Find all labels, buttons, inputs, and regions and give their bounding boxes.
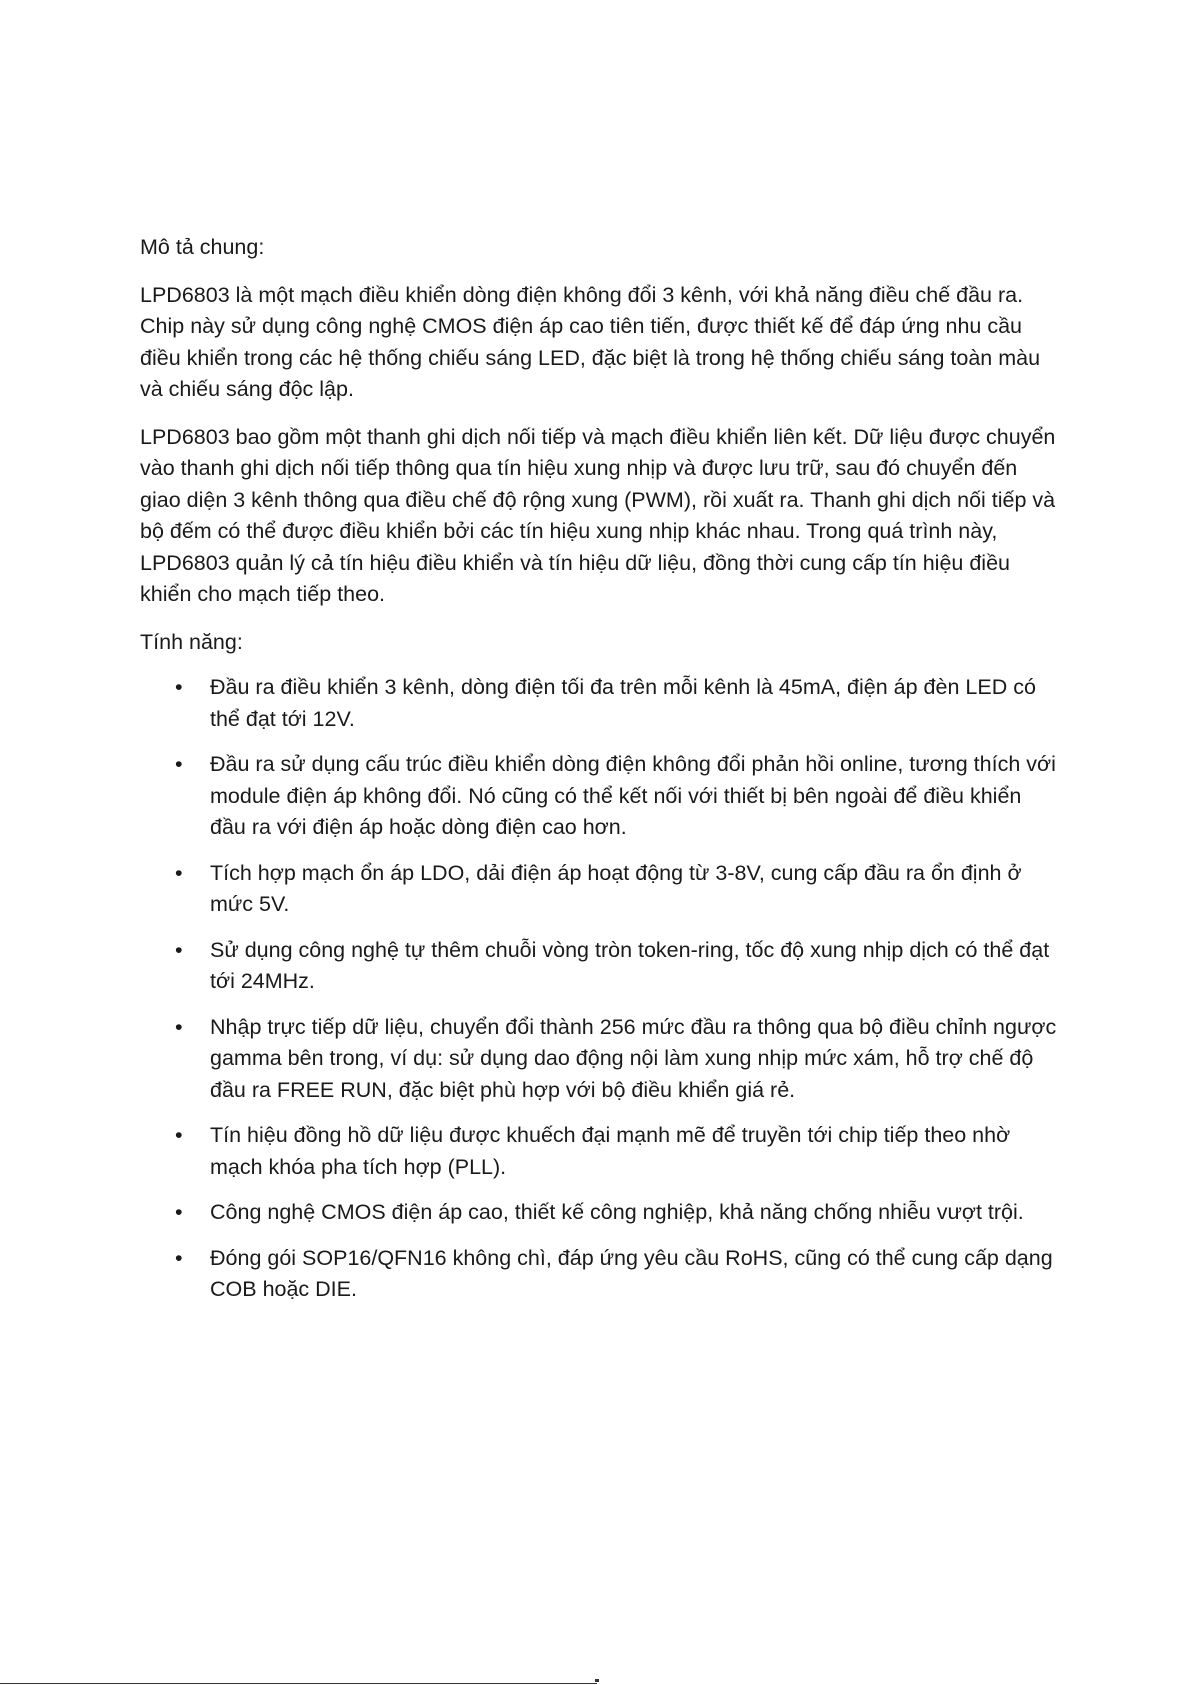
feature-text: Đóng gói SOP16/QFN16 không chì, đáp ứng yêu cầu RoHS, cũng có thể cung cấp dạng COB hoặc DIE. <box>210 1245 1053 1301</box>
feature-text: Đầu ra sử dụng cấu trúc điều khiển dòng điện không đổi phản hồi online, tương thích với module điện áp không đổi. Nó cũng có thể kết nối với thiết bị bên ngoài để điều khiển đầu ra với điện áp hoặc dòng điện cao hơn. <box>210 752 1056 839</box>
bullet-icon: • <box>175 860 183 885</box>
feature-item <box>140 858 1060 921</box>
feature-item <box>140 935 1060 998</box>
description-paragraph-2: LPD6803 bao gồm một thanh ghi dịch nối tiếp và mạch điều khiển liên kết. Dữ liệu được chuyển vào thanh ghi dịch nối tiếp thông qua tín hiệu xung nhịp và được lưu trữ, sau đó chuyển đến giao diện 3 kênh thông qua điều chế độ rộng xung (PWM), rồi xuất ra. Thanh ghi dịch nối tiếp và bộ đếm có thể được điều khiển bởi các tín hiệu xung nhịp khác nhau. Trong quá trình này, LPD6803 quản lý cả tín hiệu điều khiển và tín hiệu dữ liệu, đồng thời cung cấp tín hiệu điều khiển cho mạch tiếp theo. <box>140 424 1056 606</box>
bullet-icon: • <box>175 1123 183 1147</box>
page-bottom-mark <box>595 1679 599 1682</box>
feature-text: Công nghệ CMOS điện áp cao, thiết kế công nghiệp, khả năng chống nhiễu vượt trội. <box>210 1200 1024 1224</box>
bullet-icon: • <box>175 1200 183 1224</box>
bullet-icon: • <box>175 937 183 962</box>
feature-item <box>140 1243 1060 1306</box>
description-paragraph-1: LPD6803 là một mạch điều khiển dòng điện không đổi 3 kênh, với khả năng điều chế đầu ra. Chip này sử dụng công nghệ CMOS điện áp cao tiên tiến, được thiết kế để đáp ứng nhu cầu điều khiển trong các hệ thống chiếu sáng LED, đặc biệt là trong hệ thống chiếu sáng toàn màu và chiếu sáng độc lập. <box>140 282 1041 401</box>
feature-item <box>140 672 1060 735</box>
bullet-icon: • <box>175 1245 183 1270</box>
bullet-icon: • <box>175 752 183 776</box>
features-heading: Tính năng: <box>140 629 243 654</box>
feature-text: Tích hợp mạch ổn áp LDO, dải điện áp hoạt động từ 3-8V, cung cấp đầu ra ổn định ở mức 5V. <box>210 860 1022 916</box>
bullet-icon: • <box>175 1014 183 1039</box>
feature-text: Đầu ra điều khiển 3 kênh, dòng điện tối đa trên mỗi kênh là 45mA, điện áp đèn LED có thể đạt tới 12V. <box>210 675 1036 731</box>
feature-text: Sử dụng công nghệ tự thêm chuỗi vòng tròn token-ring, tốc độ xung nhịp dịch có thể đạt tới 24MHz. <box>210 937 1050 993</box>
feature-item <box>140 1197 1060 1229</box>
features-list <box>140 672 1060 1306</box>
description-heading: Mô tả chung: <box>140 235 265 259</box>
feature-item <box>140 1120 1060 1183</box>
feature-item <box>140 749 1060 844</box>
document-page <box>140 232 1060 1320</box>
bullet-icon: • <box>175 675 183 699</box>
feature-text: Nhập trực tiếp dữ liệu, chuyển đổi thành 256 mức đầu ra thông qua bộ điều chỉnh ngược gamma bên trong, ví dụ: sử dụng dao động nội làm xung nhịp mức xám, hỗ trợ chế độ đầu ra FREE RUN, đặc biệt phù hợp với bộ điều khiển giá rẻ. <box>210 1014 1057 1102</box>
page-bottom-rule <box>0 1683 597 1684</box>
feature-item <box>140 1012 1060 1107</box>
feature-text: Tín hiệu đồng hồ dữ liệu được khuếch đại mạnh mẽ để truyền tới chip tiếp theo nhờ mạch khóa pha tích hợp (PLL). <box>210 1123 1011 1179</box>
